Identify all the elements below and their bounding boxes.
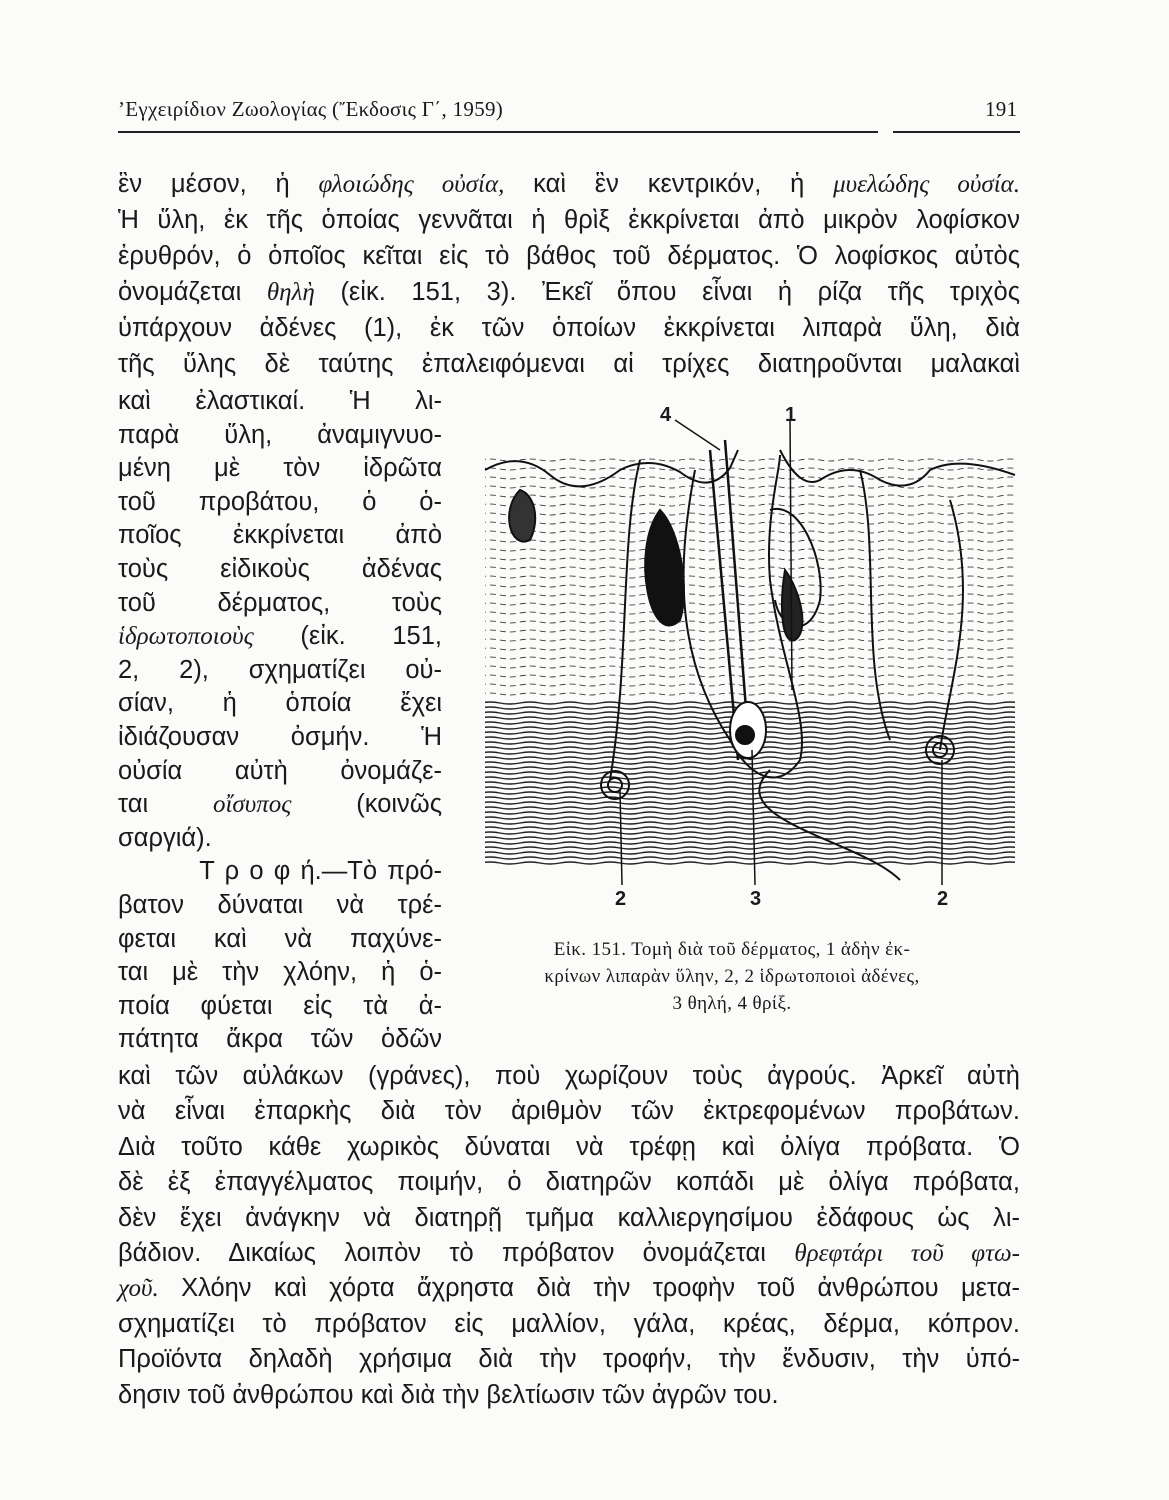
hatch-line — [480, 576, 1020, 578]
tissue-hatching — [480, 459, 1020, 869]
text-line — [118, 240, 1020, 272]
running-title: ’Εγχειρίδιον Ζωολογίας (Ἔκδοσις Γ΄, 1959) — [118, 97, 504, 121]
hatch-line — [480, 787, 1020, 789]
hatch-line — [480, 495, 1020, 497]
text-segment: βάδιον. Δικαίως λοιπὸν τὸ πρόβατον ὀνομάζεται — [118, 1239, 795, 1267]
text-line — [118, 312, 1020, 344]
text-segment: τοῦ προβάτου, ὁ ὁ- — [118, 487, 442, 516]
text-line — [118, 168, 1020, 200]
text-segment: (κοινῶς — [291, 790, 442, 819]
text-line — [118, 990, 442, 1022]
text-segment: σαργιά). — [118, 823, 212, 852]
hatch-line — [480, 837, 1020, 839]
caption-line: κρίνων λιπαρὰν ὕλην, 2, 2 ἱδρωτοποιοὶ ἀδένες, — [544, 966, 920, 987]
hatch-line — [480, 802, 1020, 804]
figure-caption — [452, 936, 1012, 1017]
hatch-line — [480, 782, 1020, 784]
text-line — [118, 956, 442, 988]
hatch-line — [480, 862, 1020, 864]
text-line — [118, 889, 442, 921]
page-number: 191 — [985, 97, 1018, 121]
figure-label-4: 4 — [660, 404, 672, 426]
text-segment: (εἰκ. 151, 3). Ἐκεῖ ὅπου εἶναι ἡ ρίζα τῆς τριχὸς — [314, 278, 1020, 306]
text-segment: ἐρυθρόν, ὁ ὁποῖος κεῖται εἰς τὸ βάθος τοῦ δέρματος. Ὁ λοφίσκος αὐτὸς — [118, 242, 1020, 270]
text-segment: σίαν, ἡ ὁποία ἔχει — [118, 689, 442, 718]
text-segment: παρὰ ὕλη, ἀναμιγνυο- — [118, 420, 442, 449]
text-segment: ται μὲ τὴν χλόην, ἡ ὁ- — [118, 958, 442, 987]
hatch-line — [480, 792, 1020, 794]
hatch-line — [480, 827, 1020, 829]
hatch-line — [480, 594, 1020, 596]
hatch-line — [480, 867, 1020, 869]
italic-term: οἴσυπος — [212, 791, 292, 819]
hatch-line — [480, 772, 1020, 774]
header-rule-right — [893, 131, 1020, 133]
text-segment: καὶ τῶν αὐλάκων (γράνες), ποὺ χωρίζουν τοὺς ἀγρούς. Ἀρκεῖ αὐτὴ — [118, 1062, 1020, 1090]
text-line — [118, 587, 442, 619]
hatch-line — [480, 585, 1020, 587]
hatch-line — [480, 459, 1020, 461]
text-segment: τοῦ δέρματος, τοὺς — [118, 588, 442, 617]
text-line — [118, 1237, 1020, 1269]
hatch-line — [480, 486, 1020, 488]
italic-term: χοῦ. — [118, 1275, 159, 1303]
hatch-line — [480, 832, 1020, 834]
text-line — [118, 1060, 1020, 1092]
skin-section-illustration — [480, 400, 1020, 920]
text-line — [118, 419, 442, 451]
figure-label-2-right: 2 — [937, 888, 949, 910]
hatch-line — [480, 648, 1020, 650]
text-segment: μένη μὲ τὸν ἱδρῶτα — [118, 454, 442, 483]
hatch-line — [480, 639, 1020, 641]
text-segment: δὲν ἔχει ἀνάγκην νὰ διατηρῇ τμῆμα καλλιεργησίμου ἐδάφους ὡς λι- — [118, 1203, 1020, 1232]
text-segment: ἓν μέσον, ἡ — [118, 170, 319, 198]
text-segment: Ἡ ὕλη, ἐκ τῆς ὁποίας γεννᾶται ἡ θρὶξ ἐκκρίνεται ἀπὸ μικρὸν λοφίσκον — [118, 206, 1020, 234]
hatch-line — [480, 675, 1020, 677]
hatch-line — [480, 807, 1020, 809]
text-line — [118, 553, 442, 585]
text-segment: καὶ ἓν κεντρικόν, ἡ — [504, 170, 834, 198]
text-segment: οὐσία αὐτὴ ὀνομάζε- — [118, 756, 442, 785]
text-line — [118, 1023, 442, 1055]
text-line — [118, 1308, 1020, 1340]
text-segment: τῆς ὕλης δὲ ταύτης ἐπαλειφόμεναι αἱ τρίχες διατηροῦνται μαλακαὶ — [118, 350, 1020, 378]
leader-1 — [790, 420, 792, 690]
hatch-line — [480, 630, 1020, 632]
hatch-line — [480, 857, 1020, 859]
text-segment: ἰδιάζουσαν ὀσμήν. Ἡ — [118, 723, 442, 751]
hatch-line — [480, 693, 1020, 695]
text-line — [118, 654, 442, 686]
hatch-line — [480, 522, 1020, 524]
hatch-line — [480, 812, 1020, 814]
text-line — [118, 687, 442, 719]
hatch-line — [480, 621, 1020, 623]
gland-dark — [645, 510, 684, 626]
text-segment: ὀνομάζεται — [118, 278, 267, 306]
text-line — [118, 755, 442, 787]
text-line — [118, 348, 1020, 380]
text-segment: δὲ ἐξ ἐπαγγέλματος ποιμήν, ὁ διατηρῶν κοπάδι μὲ ὀλίγα πρόβατα, — [118, 1168, 1020, 1197]
figure-label-2-left: 2 — [615, 888, 627, 910]
text-line — [118, 1343, 1020, 1375]
hatch-line — [480, 842, 1020, 844]
text-line — [118, 385, 442, 417]
text-segment: δησιν τοῦ ἀνθρώπου καὶ διὰ τὴν βελτίωσιν τῶν ἀγρῶν του. — [118, 1380, 779, 1409]
text-line — [118, 486, 442, 518]
hatch-line — [480, 684, 1020, 686]
text-segment: (εἰκ. 151, — [253, 622, 442, 651]
hatch-line — [480, 504, 1020, 506]
hatch-line — [480, 777, 1020, 779]
hatch-line — [480, 847, 1020, 849]
text-segment: Χλόην καὶ χόρτα ἄχρηστα διὰ τὴν τροφὴν τοῦ ἀνθρώπου μετα- — [158, 1274, 1020, 1303]
text-segment: ποῖος ἐκκρίνεται ἀπὸ — [118, 521, 442, 550]
text-segment: φεται καὶ νὰ παχύνε- — [118, 924, 442, 953]
figure-label-1: 1 — [785, 404, 797, 426]
hatch-line — [480, 558, 1020, 560]
hatch-line — [480, 468, 1020, 470]
text-segment: ται — [118, 790, 213, 819]
figure-label-3: 3 — [750, 888, 762, 910]
text-line — [118, 276, 1020, 308]
text-line — [118, 1131, 1020, 1163]
text-line — [118, 1272, 1020, 1304]
italic-term: θρεφτάρι τοῦ φτω- — [794, 1240, 1020, 1267]
text-segment: καὶ ἐλαστικαί. Ἡ λι- — [118, 387, 442, 415]
caption-line: 3 θηλή, 4 θρίξ. — [672, 993, 792, 1014]
hatch-line — [480, 567, 1020, 569]
text-line — [118, 1166, 1020, 1198]
text-segment: Διὰ τοῦτο κάθε χωρικὸς δύναται νὰ τρέφῃ καὶ ὀλίγα πρόβατα. Ὁ — [118, 1132, 1020, 1161]
text-line — [118, 620, 442, 652]
italic-term: θηλὴ — [266, 279, 315, 306]
hatch-line — [480, 603, 1020, 605]
text-segment: ποία φύεται εἰς τὰ ἀ- — [118, 991, 442, 1020]
hatch-line — [480, 822, 1020, 824]
text-line — [118, 1379, 1020, 1411]
text-segment: σχηματίζει τὸ πρόβατον εἰς μαλλίον, γάλα, κρέας, δέρμα, κόπρον. — [118, 1309, 1020, 1338]
text-line — [118, 788, 442, 820]
text-line — [118, 721, 442, 753]
text-segment: 2, 2), σχηματίζει οὐ- — [118, 655, 442, 684]
hatch-line — [480, 513, 1020, 515]
text-line — [118, 1095, 1020, 1127]
leader-4 — [675, 420, 720, 450]
text-segment: νὰ εἶναι ἐπαρκὴς διὰ τὸν ἀριθμὸν τῶν ἐκτρεφομένων προβάτων. — [118, 1097, 1020, 1126]
italic-term: φλοιώδης οὐσία, — [318, 171, 505, 198]
caption-line: Εἰκ. 151. Τομὴ διὰ τοῦ δέρματος, 1 ἀδὴν ἐκ- — [553, 939, 911, 960]
hatch-line — [480, 540, 1020, 542]
text-line — [118, 923, 442, 955]
text-segment: βατον δύναται νὰ τρέ- — [118, 891, 442, 919]
text-line — [118, 1202, 1020, 1234]
text-line — [118, 519, 442, 551]
hatch-line — [480, 657, 1020, 659]
text-line — [118, 452, 442, 484]
hatch-line — [480, 549, 1020, 551]
hatch-line — [480, 612, 1020, 614]
hatch-line — [480, 531, 1020, 533]
text-line — [118, 855, 442, 887]
header-rule — [118, 131, 878, 133]
leader-2-left — [620, 790, 622, 885]
italic-term: μυελώδης οὐσία. — [833, 171, 1021, 198]
hatch-line — [480, 852, 1020, 854]
hatch-line — [480, 797, 1020, 799]
text-segment: Προϊόντα δηλαδὴ χρήσιμα διὰ τὴν τροφήν, τὴν ἔνδυσιν, τὴν ὑπό- — [118, 1345, 1020, 1374]
hatch-line — [480, 666, 1020, 668]
italic-term: ἱδρωτοποιοὺς — [118, 623, 254, 651]
text-segment: πάτητα ἄκρα τῶν ὁδῶν — [118, 1025, 442, 1054]
text-segment: Τ ρ ο φ ή.—Τὸ πρό- — [118, 857, 442, 886]
hatch-line — [480, 817, 1020, 819]
text-line — [118, 822, 442, 854]
text-segment: τοὺς εἰδικοὺς ἀδένας — [118, 555, 442, 583]
text-segment: ὑπάρχουν ἀδένες (1), ἐκ τῶν ὁποίων ἐκκρίνεται λιπαρὰ ὕλη, διὰ — [118, 314, 1020, 342]
hatch-line — [480, 477, 1020, 479]
text-line — [118, 204, 1020, 236]
